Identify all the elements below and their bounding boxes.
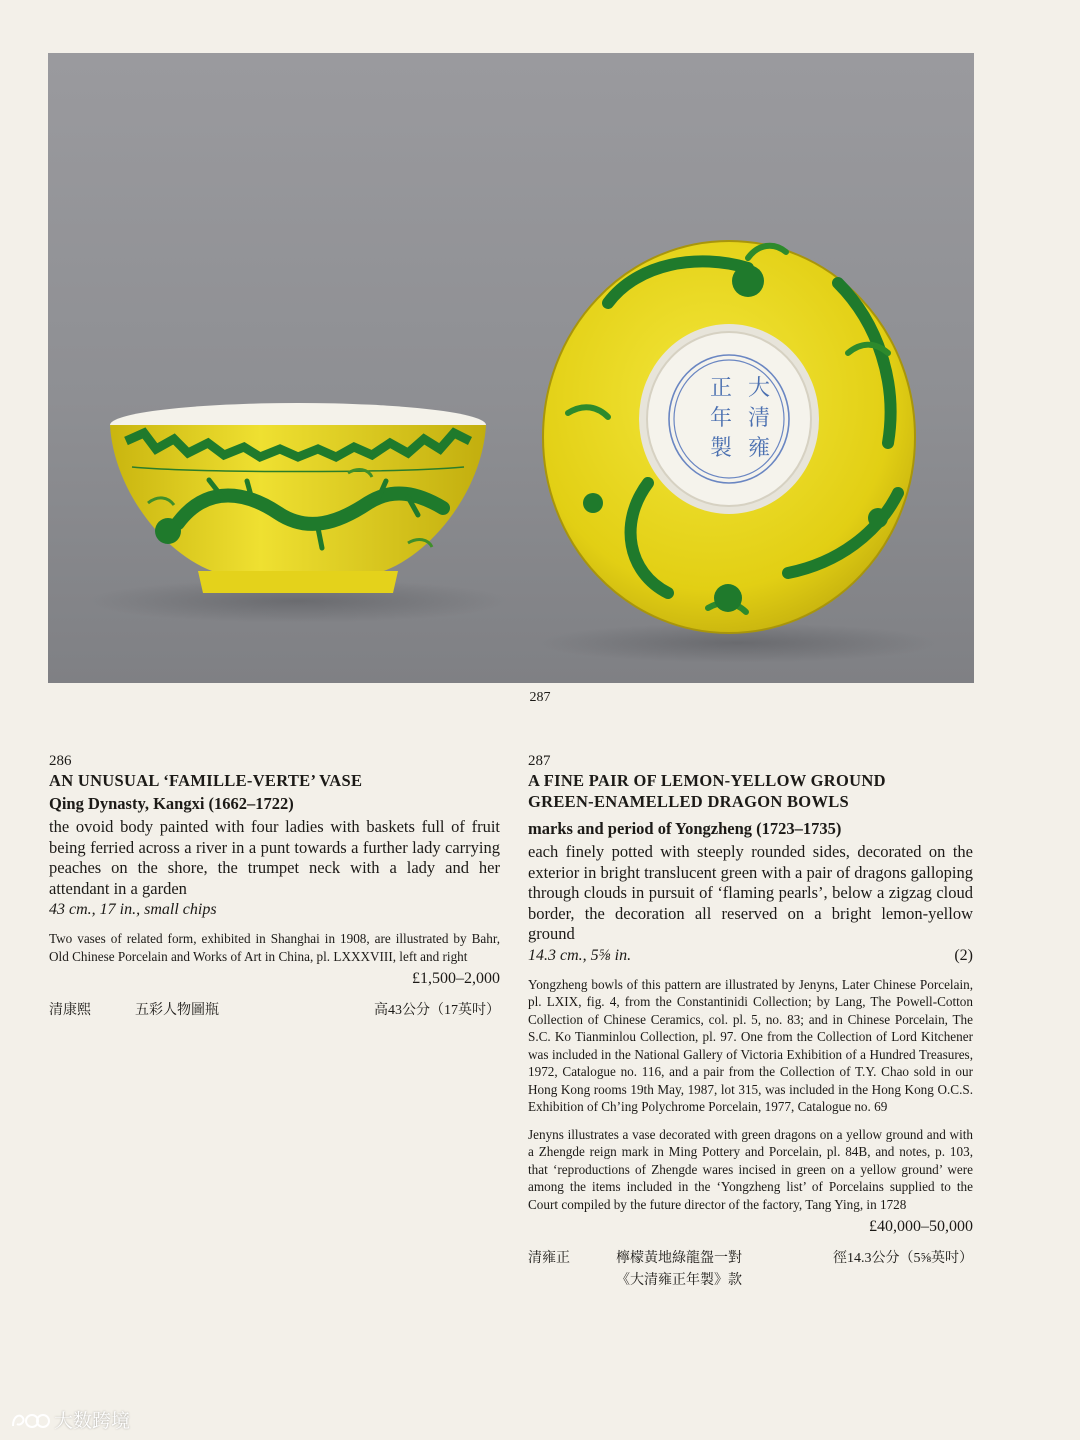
- lot-description: each finely potted with steeply rounded sides, decorated on the exterior in bright translucent green with a pair of dragons galloping through clouds in pursuit of ‘flaming pearls’, below a zigzag cloud border, the decoration all reserved on a bright lemon-yellow ground: [528, 842, 973, 944]
- bowl-mark-char: 雍: [748, 436, 771, 461]
- lot-287-entry: [528, 752, 973, 1291]
- lot-title: AN UNUSUAL ‘FAMILLE-VERTE’ VASE: [49, 771, 363, 790]
- watermark-logo-icon: [10, 1410, 50, 1430]
- lot-dimensions-text: 43 cm., 17 in., small chips: [49, 901, 217, 919]
- bowl-mark-char: 大: [748, 376, 771, 401]
- bowl-mark-char: 製: [710, 436, 733, 461]
- lot-chinese-mark-line: [528, 1271, 973, 1291]
- lot-chinese-line: [528, 1249, 973, 1269]
- bowl-mark-char: 清: [748, 406, 771, 431]
- chinese-size: 徑14.3公分（5⅝英吋）: [833, 1251, 973, 1267]
- chinese-mark: 《大清雍正年製》款: [616, 1273, 742, 1289]
- lot-period: marks and period of Yongzheng (1723–1735): [528, 819, 842, 838]
- chinese-name: 五彩人物圖瓶: [135, 1003, 219, 1019]
- lot-dimensions: [528, 945, 973, 966]
- dragon-bowls-illustration: [48, 53, 974, 683]
- lot-dimensions: [49, 899, 500, 920]
- lot-description: the ovoid body painted with four ladies with baskets full of fruit being ferried across a river in a punt towards a further lady carrying peaches on the shore, the trumpet neck with a lady and her attendant in a garden: [49, 817, 500, 898]
- lot-estimate: £40,000–50,000: [869, 1218, 973, 1236]
- bowl-mark-char: 年: [710, 406, 733, 431]
- chinese-period: 清雍正: [528, 1251, 570, 1267]
- right-bowl: [543, 241, 915, 633]
- lot-title-line-1: A FINE PAIR OF LEMON-YELLOW GROUND: [528, 771, 886, 790]
- plate-caption: 287: [529, 690, 551, 705]
- lot-number: 287: [528, 753, 551, 769]
- lot-dimensions-text: 14.3 cm., 5⅝ in.: [528, 946, 632, 964]
- lot-title-line-2: GREEN-ENAMELLED DRAGON BOWLS: [528, 792, 850, 811]
- lot-period: Qing Dynasty, Kangxi (1662–1722): [49, 794, 294, 813]
- bowl-mark-char: 正: [710, 376, 733, 401]
- lot-number: 286: [49, 753, 72, 769]
- watermark: [10, 1406, 130, 1433]
- lot-286-entry: [49, 752, 500, 1021]
- chinese-size: 高43公分（17英吋）: [374, 1003, 500, 1019]
- lot-quantity: (2): [954, 946, 973, 964]
- lot-note-2: Jenyns illustrates a vase decorated with green dragons on a yellow ground and with a Zhengde reign mark in Ming Pottery and Porcelain, pl. 84B, and notes, p. 103, that ‘reproductions of Zhengde wares incised in green on a yellow ground’ were among the items included in the ‘Yongzheng list’ of Porcelains supplied to the Court compiled by the future director of the factory, Tang Ying, in 1728: [528, 1126, 973, 1212]
- lot-note-1: Yongzheng bowls of this pattern are illustrated by Jenyns, Later Chinese Porcelain, pl. LXIX, fig. 4, from the Constantinidi Collection; by Lang, The Powell-Cotton Collection of Chinese Ceramics, col. pl. 5, no. 83; and in Chinese Porcelain, The S.C. Ko Tianminlou Collection, pl. 97. One from the Collection of Lord Kitchener was included in the National Gallery of Victoria Exhibition of a Hundred Treasures, 1972, Catalogue no. 116, and a pair from the Collection of T.Y. Chao sold in our Hong Kong rooms 19th May, 1987, lot 315, was included in the Hong Kong O.C.S. Exhibition of Ch’ing Polychrome Porcelain, 1977, Catalogue no. 69: [528, 976, 973, 1115]
- chinese-name: 檸檬黃地綠龍盌一對: [616, 1251, 742, 1267]
- left-bowl: [110, 403, 486, 593]
- chinese-period: 清康熙: [49, 1003, 91, 1019]
- watermark-text: 大数跨境: [54, 1410, 131, 1432]
- lot-chinese-line: [49, 1001, 500, 1021]
- catalogue-photograph: [48, 53, 974, 683]
- lot-note: Two vases of related form, exhibited in Shanghai in 1908, are illustrated by Bahr, Old Chinese Porcelain and Works of Art in China, pl. LXXXVIII, left and right: [49, 931, 500, 964]
- lot-estimate: £1,500–2,000: [412, 970, 500, 988]
